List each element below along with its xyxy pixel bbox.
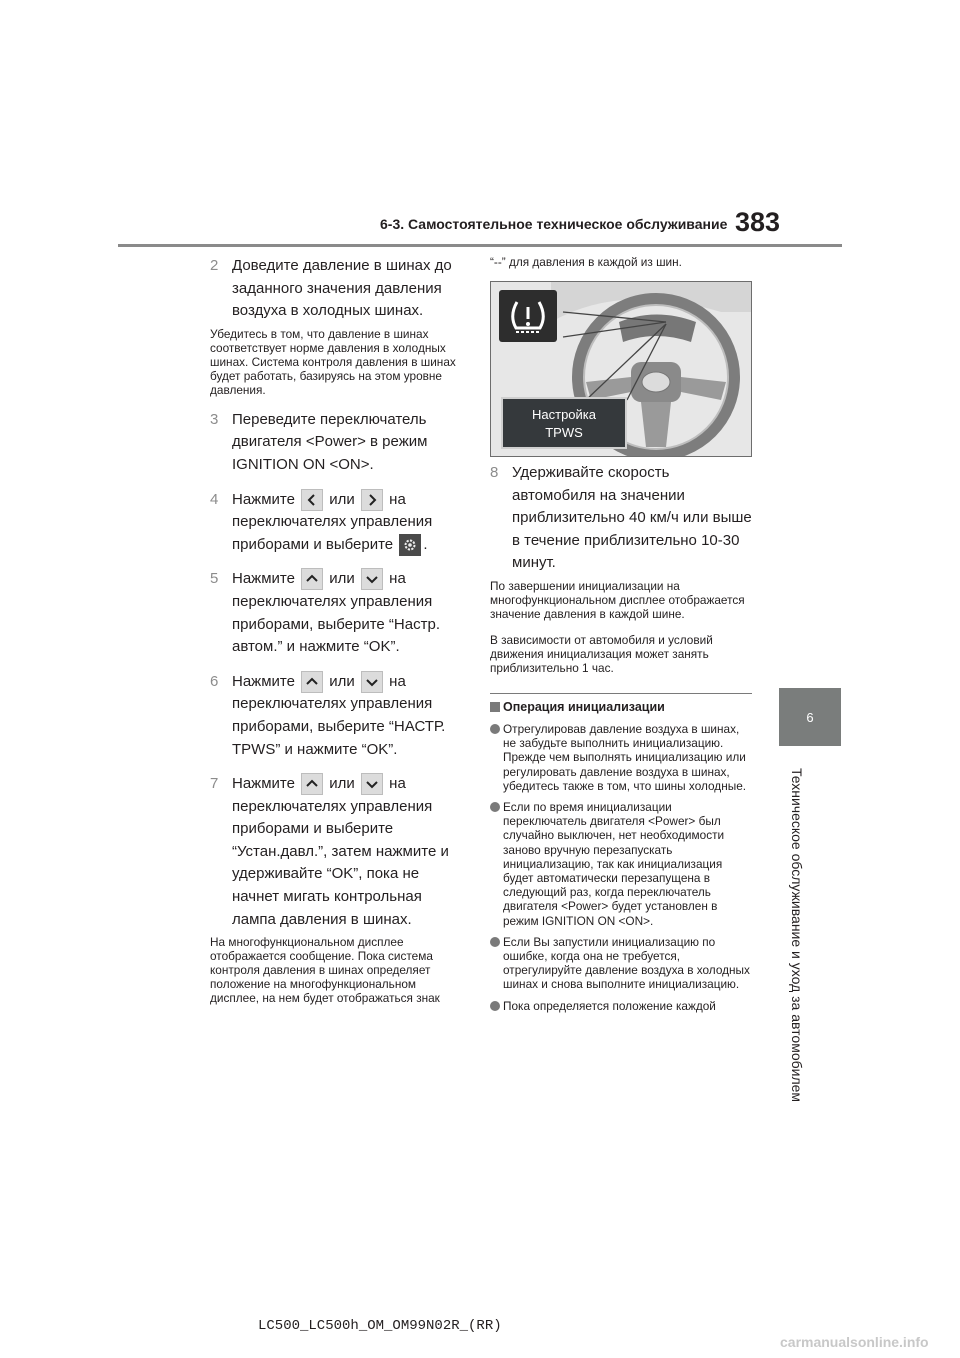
chapter-title-text: Техническое обслуживание и уход за автомобилем <box>789 767 805 1103</box>
step-6 <box>210 671 468 761</box>
chapter-title <box>785 750 809 1120</box>
step-7 <box>210 773 468 931</box>
square-bullet-icon <box>490 702 500 712</box>
section-title: Операция инициализации <box>490 700 752 714</box>
round-bullet-icon <box>490 1001 500 1011</box>
right-column-lower <box>490 462 752 1020</box>
dashboard-illustration <box>490 281 752 457</box>
arrow-right-icon <box>361 489 383 511</box>
menu-line-1: Настройка <box>532 407 596 422</box>
watermark: carmanualsonline.info <box>780 1334 929 1350</box>
step-number: 6 <box>210 672 219 690</box>
continuation-text: “--” для давления в каждой из шин. <box>490 255 682 269</box>
arrow-down-icon <box>361 773 383 795</box>
step-2 <box>210 255 468 323</box>
step-5 <box>210 568 468 658</box>
step-8 <box>490 462 752 575</box>
step-8-note-2: В зависимости от автомобиля и условий движения инициализация может занять приблизительно 1 час. <box>490 632 713 675</box>
step-text: Переведите переключатель двигателя <Power> в режим IGNITION ON <ON>. <box>232 410 428 473</box>
step-number: 4 <box>210 490 219 508</box>
step-number: 2 <box>210 257 219 274</box>
section-heading: 6-3. Самостоятельное техническое обслуживание <box>380 216 728 232</box>
tire-pressure-warning-icon <box>499 290 557 342</box>
document-code: LC500_LC500h_OM_OM99N02R_(RR) <box>258 1318 502 1334</box>
page-number: 383 <box>735 207 781 237</box>
section-divider <box>490 693 752 694</box>
round-bullet-icon <box>490 724 500 734</box>
arrow-up-icon <box>301 671 323 693</box>
bullet-item: Если Вы запустили инициализацию по ошибке, когда она не требуется, отрегулируйте давление воздуха в холодных шинах и снова выполните инициализацию. <box>490 935 752 992</box>
step-text: Нажмите или на переключателях управления приборами, выберите “НАСТР. TPWS” и нажмите “OK”. <box>232 672 446 758</box>
step-number: 7 <box>210 775 219 793</box>
step-2-note: Убедитесь в том, что давление в шинах соответствует норме давления в холодных шинах. Система контроля давления в шинах будет работать, базируясь на этом уровне давления. <box>210 326 456 397</box>
chapter-tab <box>779 688 841 746</box>
bullet-item: Отрегулировав давление воздуха в шинах, не забудьте выполнить инициализацию. Прежде чем выполнять инициализацию или регулировать давление воздуха в шинах, убедитесь также в том, что шины холодные. <box>490 722 752 793</box>
step-7-note: На многофункциональном дисплее отображается сообщение. Пока система контроля давления в шинах определяет положение на многофункциональном дисплее, на нем будет отображаться знак <box>210 935 440 1006</box>
arrow-up-icon <box>301 568 323 590</box>
tpws-setting-display <box>501 397 627 449</box>
right-column <box>490 255 752 269</box>
settings-gear-icon <box>399 534 421 556</box>
left-column <box>210 255 468 1017</box>
tire-pressure-warning-light <box>499 290 557 342</box>
step-text: Удерживайте скорость автомобиля на значении приблизительно 40 км/ч или выше в течение приблизительно 10-30 минут. <box>512 464 752 572</box>
step-8-note-1: По завершении инициализации на многофункциональном дисплее отображается значение давления в каждой шине. <box>490 578 745 621</box>
step-3 <box>210 409 468 477</box>
round-bullet-icon <box>490 802 500 812</box>
chapter-number: 6 <box>806 709 814 725</box>
step-text: Доведите давление в шинах до заданного значения давления воздуха в холодных шинах. <box>232 257 452 320</box>
header-rule <box>118 244 842 247</box>
step-4 <box>210 489 468 557</box>
menu-line-2: TPWS <box>545 425 583 440</box>
arrow-up-icon <box>301 773 323 795</box>
step-text: Нажмите или на переключателях управления приборами и выберите . <box>232 489 468 557</box>
bullet-item: Пока определяется положение каждой <box>490 999 752 1013</box>
step-number: 5 <box>210 570 219 588</box>
bullet-item: Если по время инициализации переключатель двигателя <Power> был случайно выключен, нет необходимости заново вручную перезапускать инициализацию, так как инициализация будет автоматически перезапущена в следующий раз, когда переключатель двигателя <Power> будет установлен в режим IGNITION ON <ON>. <box>490 800 752 928</box>
arrow-left-icon <box>301 489 323 511</box>
step-number: 3 <box>210 410 219 428</box>
arrow-down-icon <box>361 671 383 693</box>
round-bullet-icon <box>490 937 500 947</box>
step-number: 8 <box>490 464 499 481</box>
arrow-down-icon <box>361 568 383 590</box>
step-text: Нажмите или на переключателях управления приборами и выберите “Устан.давл.”, затем нажмите и удерживайте “OK”, пока не начнет мигать контрольная лампа давления в шинах. <box>232 775 449 928</box>
step-text: Нажмите или на переключателях управления приборами, выберите “Настр. автом.” и нажмите “OK”. <box>232 570 440 656</box>
